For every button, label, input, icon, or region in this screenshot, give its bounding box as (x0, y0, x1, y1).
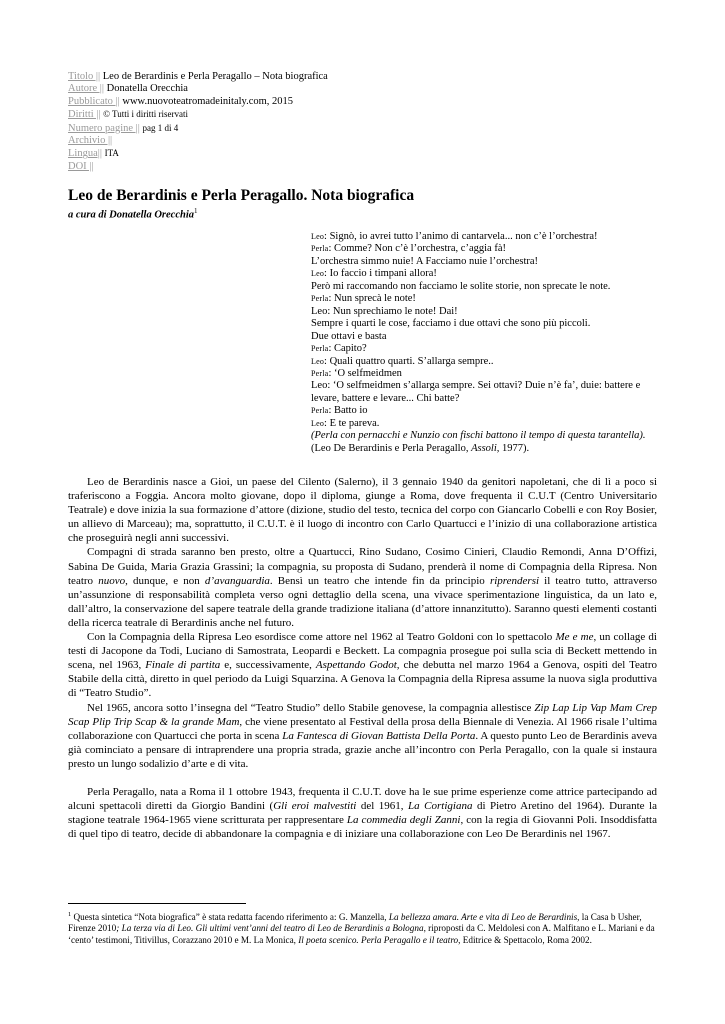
author-byline (68, 207, 198, 221)
meta-rights-value: © Tutti i diritti riservati (103, 109, 188, 120)
metadata-block (68, 71, 328, 173)
dialogue-line: Leo: ‘O selfmeidmen s’allarga sempre. Sei ottavi? Duie n’è fa’, duie: battere e levare, battere e levare... Chi batte? (311, 380, 641, 404)
meta-author-row (68, 83, 328, 95)
dialogue-line (311, 418, 657, 430)
epigraph-dialogue (311, 231, 657, 455)
dialogue-line: Due ottavi e basta (311, 330, 387, 342)
source-text: (Leo De Berardinis e Perla Peragallo, (311, 442, 472, 454)
meta-pages-key[interactable]: Numero pagine || (68, 122, 140, 134)
speaker-name: Perla (311, 344, 329, 354)
meta-author-key[interactable]: Autore || (68, 83, 104, 95)
meta-pages-value: pag 1 di 4 (142, 122, 179, 133)
meta-rights-row (68, 108, 328, 121)
source-work-title: Assoli, (471, 442, 500, 454)
speaker-name: Perla (311, 294, 329, 304)
stage-direction-text: (Perla con pernacchi e Nunzio con fischi battono il tempo di questa tarantella). (311, 430, 646, 442)
dialogue-text: : Nun sprecà le note! (328, 293, 416, 305)
dialogue-text: : E te pareva. (324, 417, 380, 429)
dialogue-line: Leo: Nun sprechiamo le note! Dai! (311, 305, 458, 317)
meta-title-row (68, 71, 328, 83)
meta-language-key[interactable]: Lingua|| (68, 148, 102, 160)
meta-doi-row (68, 161, 328, 173)
dialogue-text: : Comme? Non c’è l’orchestra, c’aggia fà! (328, 243, 506, 255)
footnote-number: 1 (68, 911, 72, 918)
meta-title-value: Leo de Berardinis e Perla Peragallo – Nota biografica (102, 71, 328, 82)
byline-text: a cura di Donatella Orecchia (68, 209, 194, 221)
dialogue-line (311, 293, 657, 305)
meta-rights-key[interactable]: Diritti || (68, 109, 101, 121)
dialogue-line (311, 356, 657, 368)
dialogue-line: L’orchestra simmo nuie! A Facciamo nuie l’orchestra! (311, 255, 539, 267)
speaker-name: Perla (311, 406, 329, 416)
dialogue-line (311, 268, 657, 280)
dialogue-line (311, 343, 657, 355)
meta-doi-key[interactable]: DOI || (68, 160, 94, 172)
dialogue-text: : Signò, io avrei tutto l’animo di cantarvela... non c’è l’orchestra! (324, 231, 598, 242)
dialogue-line (311, 368, 657, 380)
meta-published-row (68, 96, 328, 108)
speaker-name: Leo (311, 418, 325, 428)
dialogue-text: : ‘O selfmeidmen (328, 367, 402, 379)
meta-archive-key[interactable]: Archivio || (68, 135, 113, 147)
dialogue-text: : Quali quattro quarti. S’allarga sempre.. (324, 355, 494, 367)
dialogue-text: : Capito? (328, 343, 367, 355)
dialogue-text: : Batto io (328, 405, 368, 417)
paragraph: Con la Compagnia della Ripresa Leo esordisce come attore nel 1962 al Teatro Goldoni con lo spettacolo Me e me, un collage di testi di Jacopone da Todi, Luciano di Samostrata, Leopardi e Beckett. La compagnia prosegue poi sulla scia di Beckett mettendo in scena, nel 1963, Finale di partita e, successivamente, Aspettando Godot, che debutta nel marzo 1964 a Genova, ospiti del Teatro Stabile della città, diretto in quel periodo da Luigi Squarzina. A Genova la Compagnia della Ripresa assume la nuova sigla produttiva di “Teatro Studio”. (68, 631, 658, 700)
epigraph-source (311, 443, 657, 455)
paragraph: Nel 1965, ancora sotto l’insegna del “Teatro Studio” dello Stabile genovese, la compagnia allestisce Zip Lap Lip Vap Mam Crep Scap Plip Trip Scap & la grande Mam, che viene presentato al Festival della prosa della Biennale di Venezia. Al 1966 risale l’ultima collaborazione con Quartucci che porta in scena La Fantesca di Giovan Battista Della Porta. A questo punto Leo de Berardinis aveva già cominciato a pensare di intraprendere una propria strada, grazie anche all’incontro con Perla Peragallo, con la quale si instaura presto un lungo sodalizio d’arte e di vita. (68, 701, 657, 770)
paragraph: Compagni di strada saranno ben presto, oltre a Quartucci, Rino Sudano, Cosimo Cinieri, Claudio Remondi, Anna D’Offizi, Sabina De Guida, Maria Grazia Grassini; la compagnia, su proposta di Sudano, prenderà il nome di Compagnia della Ripresa. Non teatro nuovo, dunque, e non d’avanguardia. Bensì un teatro che intende fin da principio riprendersi il teatro tutto, attraverso un’assunzione di responsabilità completa verso ogni dettaglio della scena, una vivace sperimentazione linguistica, da un lato e, dall’altro, la conservazione del sapere teatrale della grande tradizione italiana (d’attore innanzitutto). Saranno questi elementi costanti della ricerca teatrale di Berardinis anche nel futuro. (68, 546, 658, 629)
footnote-reference[interactable]: 1 (194, 207, 198, 215)
meta-published-key[interactable]: Pubblicato || (68, 95, 120, 107)
dialogue-line (311, 243, 657, 255)
speaker-name: Perla (311, 368, 329, 378)
speaker-name: Perla (311, 244, 329, 254)
speaker-name: Leo (311, 356, 325, 366)
document-title: Leo de Berardinis e Perla Peragallo. Nota biografica (68, 187, 415, 204)
speaker-name: Leo (311, 232, 325, 241)
meta-published-value: www.nuovoteatromadeinitaly.com, 2015 (122, 95, 294, 107)
meta-author-value: Donatella Orecchia (106, 83, 188, 95)
dialogue-line (311, 231, 657, 243)
meta-archive-row (68, 135, 328, 147)
stage-direction (311, 430, 657, 442)
speaker-name: Leo (311, 269, 325, 279)
meta-title-key[interactable]: Titolo || (68, 71, 101, 82)
source-year: 1977). (499, 442, 530, 454)
meta-language-value: ITA (104, 148, 119, 159)
meta-pages-row (68, 122, 328, 135)
paragraph: Perla Peragallo, nata a Roma il 1 ottobre 1943, frequenta il C.U.T. dove ha le sue prime esperienze come attrice partecipando ad alcuni spettacoli diretti da Giorgio Bandini (Gli eroi malvestiti del 1961, La Cortigiana di Pietro Aretino del 1964). Durante la stagione teatrale 1964-1965 viene scritturata per rappresentare La commedia degli Zanni, con la regia di Giovanni Poli. Insoddisfatta di quel tipo di teatro, decide di abbandonare la compagnia e di iniziare una collaborazione con Leo De Berardinis nel 1967. (68, 785, 657, 841)
footnote-divider (68, 903, 246, 904)
dialogue-line (311, 405, 657, 417)
dialogue-text: : Io faccio i timpani allora! (324, 268, 437, 280)
meta-language-row (68, 147, 328, 160)
footnote: $^1$ Questa sintetica “Nota biografica” è stata redatta facendo riferimento a: G. Manzella, La bellezza amara. Arte e vita di Leo de Berardinis, la Casa b Usher, Firenze 2010; La terza via di Leo. Gli ultimi vent’anni del teatro di Leo de Berardinis a Bologna, riproposti da C. Meldolesi con A. Malfitano e L. Mariani e da ‘cento’ testimoni, Titivillus, Corazzano 2010 e M. La Monica, Il poeta scenico. Perla Peragallo e il teatro, Editrice & Spettacolo, Roma 2002. (68, 911, 655, 945)
dialogue-line: Però mi raccomando non facciamo le solite storie, non sprecate le note. (311, 280, 611, 292)
body-text (68, 475, 657, 841)
dialogue-line: Sempre i quarti le cose, facciamo i due ottavi che sono più piccoli. (311, 318, 591, 330)
paragraph: Leo de Berardinis nasce a Gioi, un paese del Cilento (Salerno), il 3 gennaio 1940 da genitori napoletani, che di lì a poco si traferiscono a Foggia. Ancora molto giovane, dopo il diploma, giunge a Roma, dove frequenta il C.U.T (Centro Universitario Teatrale) e dove inizia la sua formazione d’attore (dizione, studio del testo, tecnica del corpo con Giancarlo Cobelli e con Roy Bosier, un allievo di Marceau); ma, soprattutto, il C.U.T. è il luogo di incontro con Carlo Quartucci e l’inizio di una collaborazione artistica che proseguirà negli anni successivi. (68, 476, 657, 545)
